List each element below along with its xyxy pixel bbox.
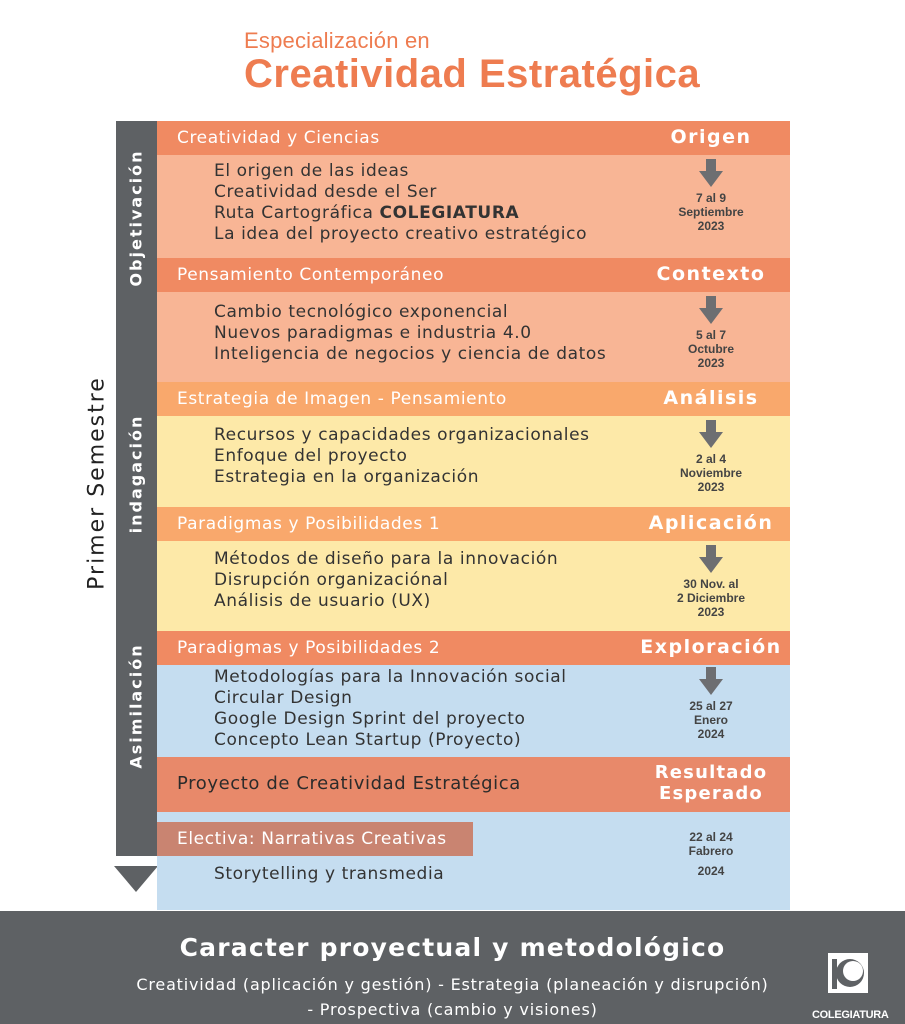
phase-label-objetivacion: Objetivación — [126, 149, 146, 287]
module-header-analisis — [157, 382, 790, 416]
module-tag: Análisis — [663, 387, 759, 409]
date-box: 30 Nov. al 2 Diciembre 2023 — [632, 545, 790, 619]
list-item: Análisis de usuario (UX) — [214, 591, 431, 611]
list-item: La idea del proyecto creativo estratégico — [214, 224, 588, 244]
down-arrow-icon — [699, 159, 723, 187]
list-item: Métodos de diseño para la innovación — [214, 549, 559, 569]
list-item: Circular Design — [214, 688, 353, 708]
logo-text: COLEGIATURA — [812, 1009, 889, 1021]
project-tag: Resultado Esperado — [654, 762, 768, 804]
list-item: El origen de las ideas — [214, 161, 409, 181]
semester-label: Primer Semestre — [84, 376, 110, 590]
module-body-exploracion — [157, 665, 790, 757]
logo-mark-icon — [828, 953, 868, 993]
module-title: Paradigmas y Posibilidades 2 — [177, 638, 441, 658]
module-tag: Exploración — [640, 636, 782, 658]
date-box: 25 al 27 Enero 2024 — [632, 667, 790, 741]
list-item: Concepto Lean Startup (Proyecto) — [214, 730, 522, 750]
module-title: Creatividad y Ciencias — [177, 128, 380, 148]
elective-header — [157, 822, 473, 856]
list-item: Estrategia en la organización — [214, 467, 480, 487]
module-tag: Origen — [670, 126, 752, 148]
footer-line-2: - Prospectiva (cambio y visiones) — [307, 1000, 598, 1019]
down-arrow-icon — [699, 296, 723, 324]
footer-line-1: Creatividad (aplicación y gestión) - Estrategia (planeación y disrupción) — [136, 975, 769, 994]
module-items — [214, 549, 558, 612]
page-subtitle: Especialización en — [244, 28, 430, 53]
page-title: Creatividad Estratégica — [244, 52, 701, 96]
list-item: Cambio tecnológico exponencial — [214, 302, 509, 322]
module-items — [214, 302, 606, 365]
down-arrow-icon — [699, 420, 723, 448]
phase-label-asimilacion: Asimilación — [126, 643, 146, 769]
phase-label-indagacion: indagación — [126, 414, 146, 534]
brand-name: COLEGIATURA — [379, 203, 520, 223]
elective-section — [157, 812, 790, 910]
list-item: Inteligencia de negocios y ciencia de datos — [214, 344, 607, 364]
list-item: Disrupción organizaciónal — [214, 570, 449, 590]
colegiatura-logo — [812, 953, 889, 1021]
module-tag: Contexto — [656, 263, 766, 285]
list-item: Enfoque del proyecto — [214, 446, 408, 466]
module-header-contexto — [157, 258, 790, 292]
down-arrow-icon — [699, 545, 723, 573]
elective-item: Storytelling y transmedia — [214, 864, 445, 884]
module-title: Pensamiento Contemporáneo — [177, 265, 445, 285]
module-title: Paradigmas y Posibilidades 1 — [177, 514, 441, 534]
module-body-analisis — [157, 416, 790, 507]
module-items — [214, 161, 587, 245]
date-box: 22 al 24 Fabrero 2024 — [688, 830, 734, 878]
module-tag: Aplicación — [648, 512, 774, 534]
list-item: Nuevos paradigmas e industria 4.0 — [214, 323, 532, 343]
module-body-contexto — [157, 292, 790, 382]
module-title: Estrategia de Imagen - Pensamiento — [177, 389, 507, 409]
module-header-origen — [157, 121, 790, 155]
date-box: 7 al 9 Septiembre 2023 — [632, 159, 790, 233]
module-body-origen — [157, 155, 790, 258]
list-item: Creatividad desde el Ser — [214, 182, 437, 202]
list-item: Google Design Sprint del proyecto — [214, 709, 526, 729]
footer — [0, 911, 905, 1024]
list-item: Metodologías para la Innovación social — [214, 667, 567, 687]
list-item: Recursos y capacidades organizacionales — [214, 425, 590, 445]
module-header-aplicacion — [157, 507, 790, 541]
module-items — [214, 667, 567, 751]
module-items — [214, 425, 590, 488]
footer-title: Caracter proyectual y metodológico — [179, 933, 726, 962]
module-body-aplicacion — [157, 541, 790, 631]
timeline-arrow-icon — [114, 866, 158, 892]
project-row — [157, 757, 790, 812]
date-box: 2 al 4 Noviembre 2023 — [632, 420, 790, 494]
date-box: 5 al 7 Octubre 2023 — [632, 296, 790, 370]
module-header-exploracion — [157, 631, 790, 665]
elective-title: Electiva: Narrativas Creativas — [177, 829, 447, 849]
down-arrow-icon — [699, 667, 723, 695]
list-item: Ruta Cartográfica COLEGIATURA — [214, 203, 520, 223]
project-title: Proyecto de Creatividad Estratégica — [177, 773, 521, 794]
